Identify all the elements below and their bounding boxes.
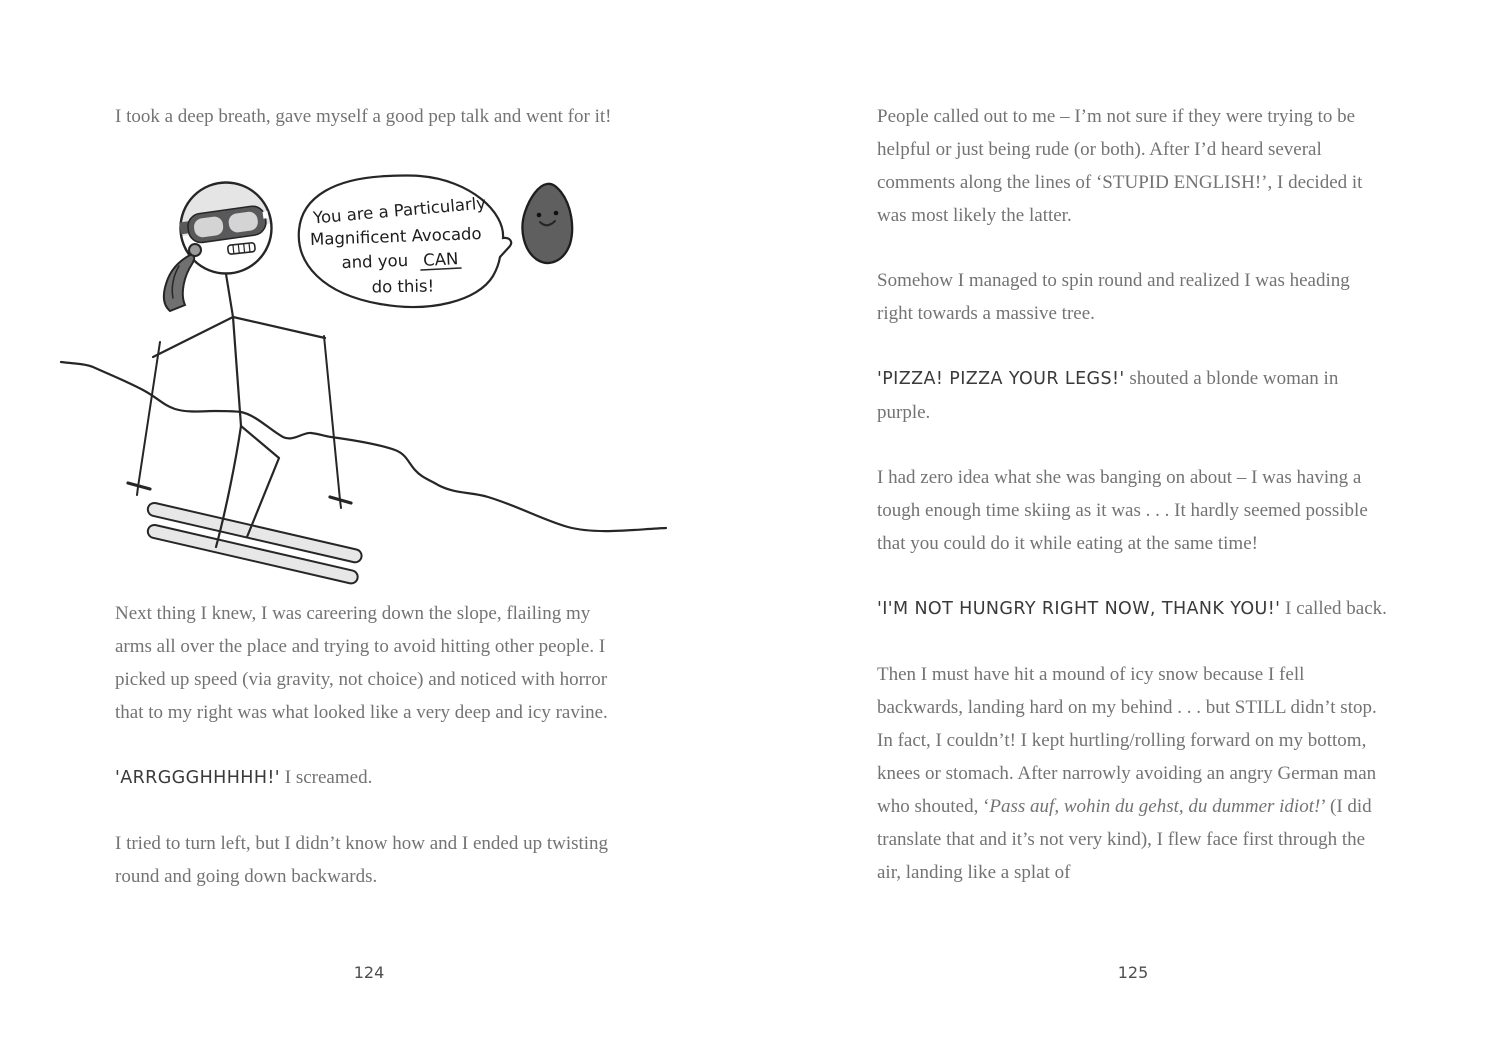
ski-pole-right [324,336,351,508]
bubble-line-3b-can: CAN [422,249,459,270]
page-number-right: 125 [1117,963,1149,982]
skier-torso [226,274,241,426]
hungry-rest-text: I called back. [1280,598,1387,619]
skier-head [160,170,283,311]
bubble-line-4: do this! [371,276,435,297]
bubble-line-1: You are a Particularly [312,193,487,228]
ski-pole-left [128,342,160,495]
bubble-line-3a: and you [341,250,409,273]
paragraph-spin-round: Somehow I managed to spin round and realized I was heading right towards a massive tree. [877,270,1350,324]
scarf [164,244,201,311]
speech-bubble [299,175,511,307]
paragraph-scream [115,761,623,795]
paragraph-turn-left: I tried to turn left, but I didn’t know how and I ended up twisting round and going down backwards. [115,833,609,887]
avocado-left-eye [537,213,542,218]
skier-right-leg [241,426,279,537]
avocado-character [522,184,572,263]
left-page-body [115,597,623,925]
skis [147,502,363,585]
pizza-shout-text: 'PIZZA! PIZZA YOUR LEGS!' [877,369,1125,389]
paragraph-not-hungry [877,592,1389,626]
german-italic-text: Pass auf, wohin du gehst, du dummer idiot! [989,796,1321,817]
skier-left-arm [153,317,233,357]
avocado-body [522,184,572,263]
skier-illustration [58,170,670,595]
scream-shout-text: 'ARRGGGHHHHH!' [115,768,281,788]
avocado-right-eye [554,211,559,216]
page-number-left: 124 [353,963,385,982]
hungry-shout-text: 'I'M NOT HUNGRY RIGHT NOW, THANK YOU!' [877,599,1281,619]
right-page-body [877,100,1389,921]
paragraph-careering: Next thing I knew, I was careering down the slope, flailing my arms all over the place and trying to avoid hitting other people. I picked up speed (via gravity, not choice) and noticed with horror that to my right was what looked like a very deep and icy ravine. [115,603,608,723]
skier-right-arm [233,317,325,338]
bubble-line-2: Magnificent Avocado [309,224,482,249]
icy-mound-part2: ’ (I did translate that and it’s not very kind), I flew face first through the air, landing like a splat of [877,796,1372,883]
skier-illustration-svg [58,170,670,595]
paragraph-pep-talk: I took a deep breath, gave myself a good pep talk and went for it! [115,106,612,127]
paragraph-icy-mound [877,658,1389,889]
paragraph-zero-idea: I had zero idea what she was banging on about – I was having a tough enough time skiing as it was . . . It hardly seemed possible that you could do it while eating at the same time! [877,467,1368,554]
paragraph-people-called: People called out to me – I’m not sure if they were trying to be helpful or just being rude (or both). After I’d heard several comments along the lines of ‘STUPID ENGLISH!’, I decided it was most likely the latter. [877,106,1363,226]
paragraph-pizza [877,362,1389,429]
book-page-right [750,0,1500,1059]
scream-rest-text: I screamed. [280,767,373,788]
icy-mound-part1: Then I must have hit a mound of icy snow because I fell backwards, landing hard on my behind . . . but STILL didn’t stop. In fact, I couldn’t! I kept hurtling/rolling forward on my bottom, knees or stomach. After narrowly avoiding an angry German man who shouted, ‘ [877,664,1377,817]
pizza-rest-text: shouted a blonde woman in purple. [877,368,1339,423]
gritted-teeth [228,243,256,255]
